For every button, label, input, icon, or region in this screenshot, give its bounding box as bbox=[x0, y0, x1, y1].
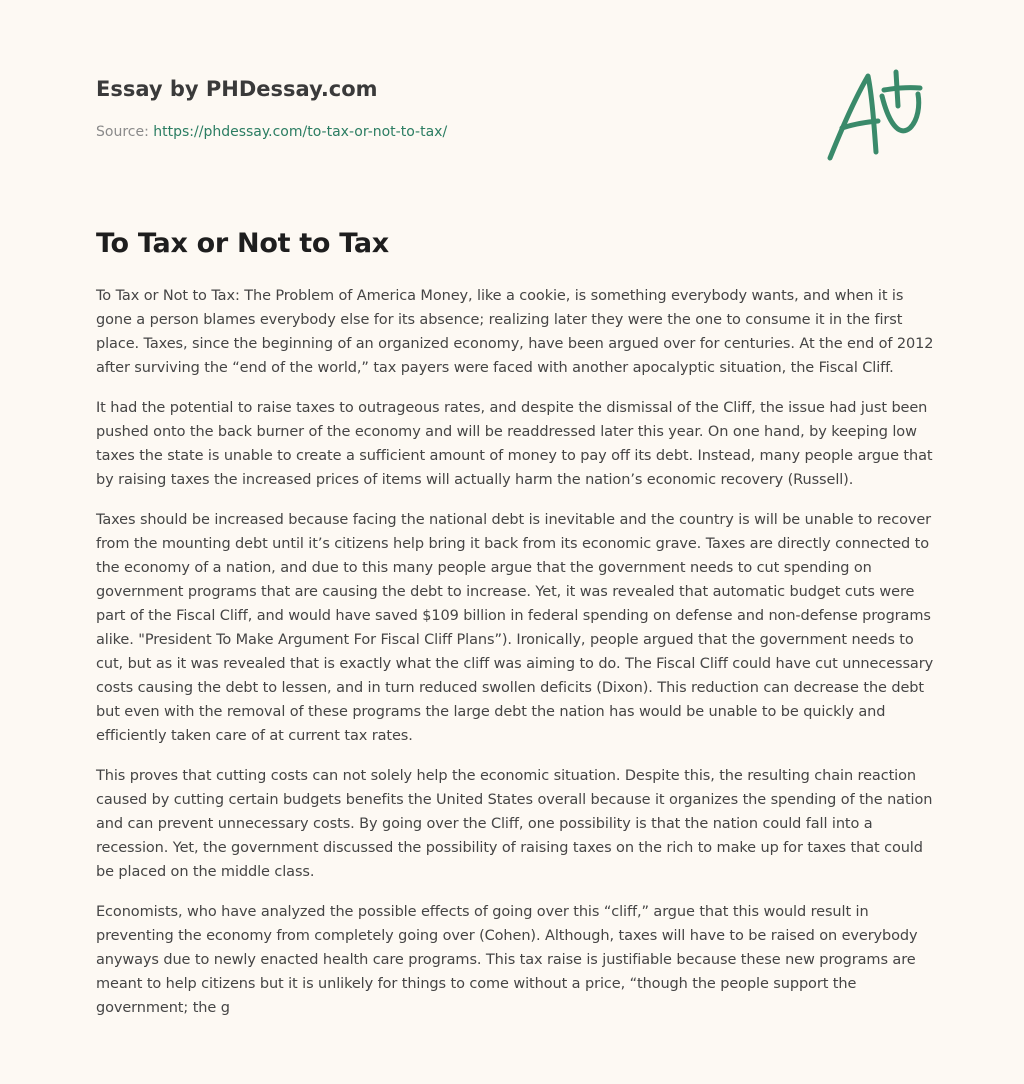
site-title: Essay by PHDessay.com bbox=[96, 77, 378, 101]
essay-paragraph: To Tax or Not to Tax: The Problem of America Money, like a cookie, is something everybody wants, and when it is gone a person blames everybody else for its absence; realizing later they were the one to consume it in the first place. Taxes, since the beginning of an organized economy, have been argued over for centuries. At the end of 2012 after surviving the “end of the world,” tax payers were faced with another apocalyptic situation, the Fiscal Cliff. bbox=[96, 288, 934, 376]
essay-paragraph: Taxes should be increased because facing the national debt is inevitable and the country is will be unable to recover from the mounting debt until it’s citizens help bring it back from its economic grave. Taxes are directly connected to the economy of a nation, and due to this many people argue that the government needs to cut spending on government programs that are causing the debt to increase. Yet, it was revealed that automatic budget cuts were part of the Fiscal Cliff, and would have saved $109 billion in federal spending on defense and non-defense programs alike. "President To Make Argument For Fiscal Cliff Plans”). Ironically, people argued that the government needs to cut, but as it was revealed that is exactly what the cliff was aiming to do. The Fiscal Cliff could have cut unnecessary costs causing the debt to lessen, and in turn reduced swollen deficits (Dixon). This reduction can decrease the debt but even with the removal of these programs the large debt the nation has would be unable to be quickly and efficiently taken care of at current tax rates. bbox=[96, 512, 934, 744]
a-plus-logo-icon bbox=[820, 66, 930, 166]
essay-title: To Tax or Not to Tax bbox=[96, 228, 389, 259]
essay-paragraph: This proves that cutting costs can not solely help the economic situation. Despite this, the resulting chain reaction caused by cutting certain budgets benefits the United States overall because it organizes the spending of the nation and can prevent unnecessary costs. By going over the Cliff, one possibility is that the nation could fall into a recession. Yet, the government discussed the possibility of raising taxes on the rich to make up for taxes that could be placed on the middle class. bbox=[96, 768, 933, 880]
source-line bbox=[96, 122, 696, 142]
essay-paragraph: Economists, who have analyzed the possible effects of going over this “cliff,” argue that this would result in preventing the economy from completely going over (Cohen). Although, taxes will have to be raised on everybody anyways due to newly enacted health care programs. This tax raise is justifiable because these new programs are meant to help citizens but it is unlikely for things to come without a price, “though the people support the government; the g bbox=[96, 904, 918, 1016]
page-header bbox=[96, 74, 696, 142]
source-label: Source: bbox=[96, 124, 154, 140]
source-link[interactable]: https://phdessay.com/to-tax-or-not-to-tax/ bbox=[153, 124, 448, 140]
essay-body bbox=[96, 284, 936, 1036]
essay-paragraph: It had the potential to raise taxes to outrageous rates, and despite the dismissal of the Cliff, the issue had just been pushed onto the back burner of the economy and will be readdressed later this year. On one hand, by keeping low taxes the state is unable to create a sufficient amount of money to pay off its debt. Instead, many people argue that by raising taxes the increased prices of items will actually harm the nation’s economic recovery (Russell). bbox=[96, 400, 933, 488]
